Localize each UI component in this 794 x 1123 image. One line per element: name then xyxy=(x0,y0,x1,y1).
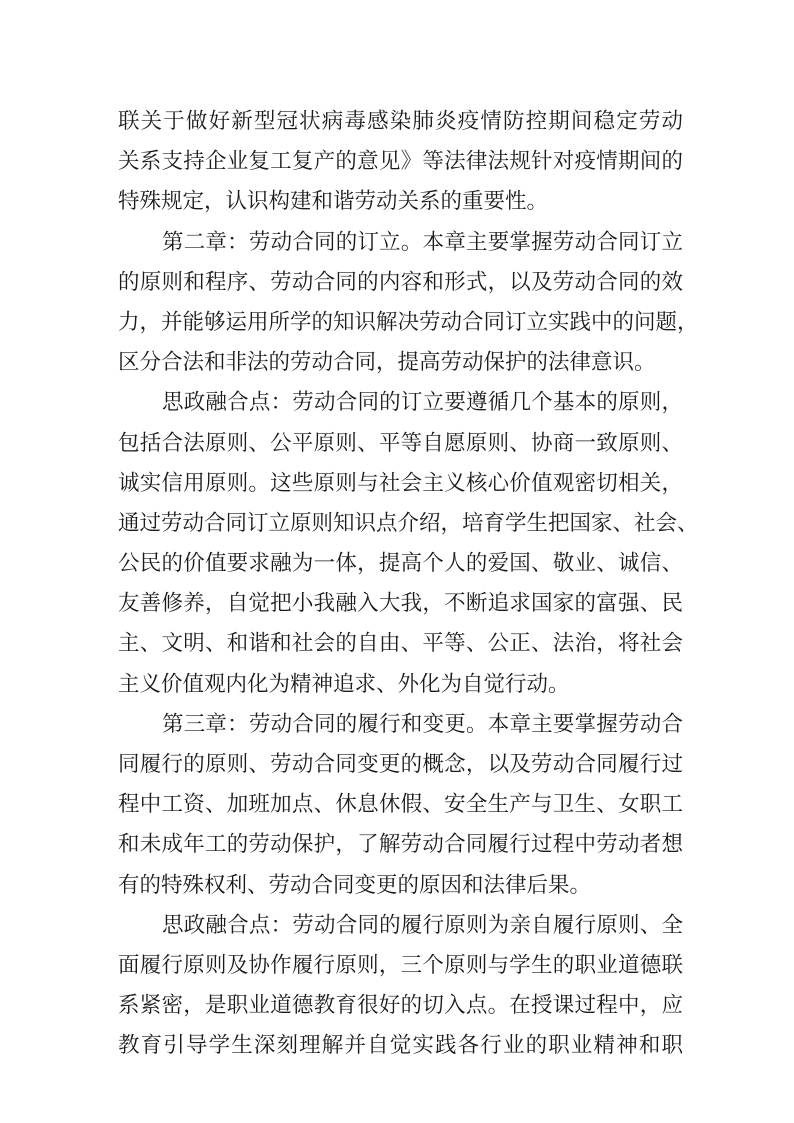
text-line: 程中工资、加班加点、休息休假、安全生产与卫生、女职工 xyxy=(118,792,683,818)
paragraph-intro-continuation xyxy=(118,102,683,223)
text-line: 思政融合点：劳动合同的订立要遵循几个基本的原则， xyxy=(162,390,683,416)
text-line: 思政融合点：劳动合同的履行原则为亲自履行原则、全 xyxy=(162,912,683,938)
text-line: 第三章：劳动合同的履行和变更。本章主要掌握劳动合 xyxy=(162,711,683,737)
text-line: 关系支持企业复工复产的意见》等法律法规针对疫情期间的 xyxy=(118,149,683,175)
paragraph-ideology-point-two xyxy=(118,906,683,1067)
text-line: 系紧密，是职业道德教育很好的切入点。在授课过程中，应 xyxy=(118,993,683,1019)
text-line: 力，并能够运用所学的知识解决劳动合同订立实践中的问题， xyxy=(118,309,699,335)
text-line: 包括合法原则、公平原则、平等自愿原则、协商一致原则、 xyxy=(118,430,683,456)
text-line: 通过劳动合同订立原则知识点介绍，培育学生把国家、社会、 xyxy=(118,510,699,536)
text-line: 主义价值观内化为精神追求、外化为自觉行动。 xyxy=(118,671,570,697)
text-line: 面履行原则及协作履行原则，三个原则与学生的职业道德联 xyxy=(118,952,683,978)
text-line: 教育引导学生深刻理解并自觉实践各行业的职业精神和职 xyxy=(118,1033,683,1059)
text-line: 和未成年工的劳动保护，了解劳动合同履行过程中劳动者想 xyxy=(118,832,683,858)
text-line: 同履行的原则、劳动合同变更的概念，以及劳动合同履行过 xyxy=(118,752,683,777)
paragraph-ideology-point-one xyxy=(118,383,699,705)
text-line: 联关于做好新型冠状病毒感染肺炎疫情防控期间稳定劳动 xyxy=(118,109,683,134)
text-line: 特殊规定，认识构建和谐劳动关系的重要性。 xyxy=(118,189,549,215)
text-line: 主、文明、和谐和社会的自由、平等、公正、法治，将社会 xyxy=(118,631,683,657)
text-line: 区分合法和非法的劳动合同，提高劳动保护的法律意识。 xyxy=(118,350,656,376)
text-line: 友善修养，自觉把小我融入大我，不断追求国家的富强、民 xyxy=(118,591,683,617)
document-body xyxy=(118,102,699,1067)
text-line: 诚实信用原则。这些原则与社会主义核心价值观密切相关， xyxy=(118,470,683,496)
text-line: 第二章：劳动合同的订立。本章主要掌握劳动合同订立 xyxy=(162,229,683,255)
text-line: 公民的价值要求融为一体，提高个人的爱国、敬业、诚信、 xyxy=(118,551,683,577)
text-line: 有的特殊权利、劳动合同变更的原因和法律后果。 xyxy=(118,872,592,898)
paragraph-chapter-two xyxy=(118,223,699,384)
text-line: 的原则和程序、劳动合同的内容和形式，以及劳动合同的效 xyxy=(118,269,683,295)
paragraph-chapter-three xyxy=(118,705,683,906)
